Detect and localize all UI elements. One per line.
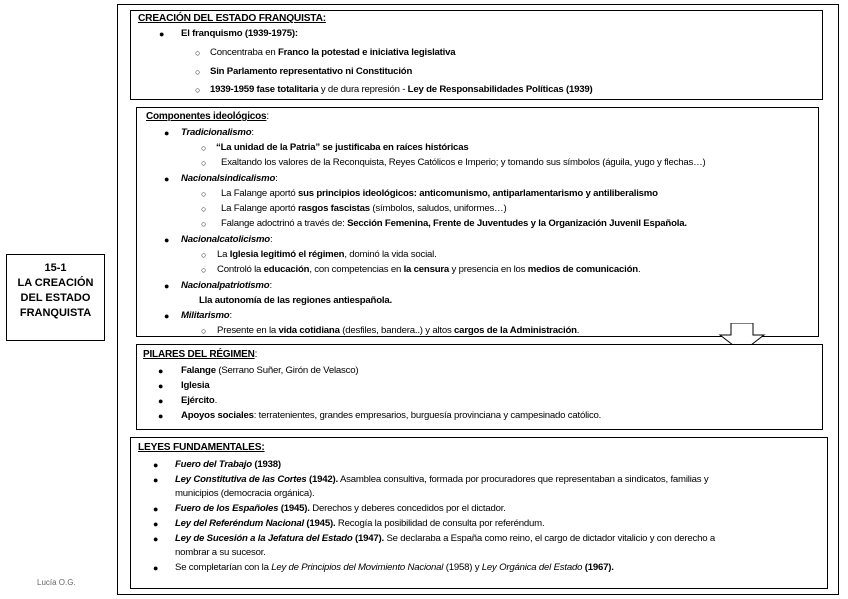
list-item: La Iglesia legitimó el régimen, dominó la vida social. (217, 249, 437, 260)
bullet-icon: ● (158, 381, 164, 391)
bullet-text: El franquismo (1939-1975): (181, 28, 298, 39)
list-item: Apoyos sociales: terratenientes, grandes empresarios, burguesía provinciana y campesinado católico. (181, 410, 602, 421)
list-item: La Falange aportó rasgos fascistas (símbolos, saludos, uniformes…) (221, 203, 507, 214)
bullet-icon: ● (158, 411, 164, 421)
section-title: PILARES DEL RÉGIMEN: (143, 349, 258, 360)
bullet-icon: ● (164, 128, 170, 138)
list-item: Iglesia (181, 380, 210, 391)
group-label: Militarismo: (181, 310, 232, 321)
bullet-icon: ● (153, 519, 159, 529)
list-item: Falange adoctrinó a través de: Sección Femenina, Frente de Juventudes y la Organización Juvenil Española. (221, 218, 687, 229)
section-leyes (130, 437, 828, 589)
bullet-icon: ● (153, 460, 159, 470)
list-item: Exaltando los valores de la Reconquista, Reyes Católicos e Imperio; y tomando sus símbolos (águila, yugo y flechas…) (221, 157, 706, 168)
list-item: Lla autonomía de las regiones antiespañola. (199, 295, 392, 306)
topic-title-line-2: DEL ESTADO (20, 292, 91, 304)
topic-title-line-3: FRANQUISTA (19, 307, 92, 319)
section-componentes (136, 107, 819, 337)
section-creacion (130, 10, 823, 100)
list-item: Concentraba en Franco la potestad e iniciativa legislativa (210, 47, 456, 58)
group-label: Nacionalpatriotismo: (181, 280, 272, 291)
section-title: CREACIÓN DEL ESTADO FRANQUISTA: (138, 13, 326, 24)
bullet-icon: ● (153, 504, 159, 514)
circle-bullet-icon: ○ (201, 265, 207, 275)
list-item: Ejército. (181, 395, 218, 406)
list-item: Ley de Sucesión a la Jefatura del Estado (1947). Se declaraba a España como reino, el cargo de dictador vitalicio y con derecho a (175, 533, 715, 544)
bullet-icon: ● (153, 475, 159, 485)
bullet-icon: ● (164, 174, 170, 184)
bullet-icon: ● (153, 563, 159, 573)
circle-bullet-icon: ○ (195, 67, 201, 77)
circle-bullet-icon: ○ (201, 189, 207, 199)
list-item: 1939-1959 fase totalitaria y de dura represión - Ley de Responsabilidades Políticas (1939) (210, 84, 593, 95)
circle-bullet-icon: ○ (201, 219, 207, 229)
bullet-icon: ● (164, 311, 170, 321)
list-item: Presente en la vida cotidiana (desfiles, bandera..) y altos cargos de la Administración. (217, 325, 580, 336)
circle-bullet-icon: ○ (201, 250, 207, 260)
circle-bullet-icon: ○ (195, 85, 201, 95)
list-item: Ley Constitutiva de las Cortes (1942). Asamblea consultiva, formada por procuradores que representaban a sindicatos, familias y (175, 474, 709, 485)
list-item-continuation: nombrar a su sucesor. (175, 547, 266, 558)
circle-bullet-icon: ○ (201, 326, 207, 336)
list-item: Sin Parlamento representativo ni Constitución (210, 66, 413, 77)
section-title: Componentes ideológicos: (146, 111, 270, 122)
group-label: Tradicionalismo: (181, 127, 254, 138)
bullet-icon: ● (159, 29, 165, 39)
list-item: La Falange aportó sus principios ideológicos: anticomunismo, antiparlamentarismo y antiliberalismo (221, 188, 658, 199)
section-title: LEYES FUNDAMENTALES: (138, 442, 265, 453)
bullet-icon: ● (158, 396, 164, 406)
group-label: Nacionalsindicalismo: (181, 173, 278, 184)
list-item: Fuero de los Españoles (1945). Derechos y deberes concedidos por el dictador. (175, 503, 506, 514)
bullet-icon: ● (153, 534, 159, 544)
topic-label-box (6, 254, 105, 341)
topic-title-line-1: LA CREACIÓN (17, 277, 94, 289)
topic-code: 15-1 (44, 262, 67, 274)
circle-bullet-icon: ○ (195, 48, 201, 58)
bullet-icon: ● (164, 235, 170, 245)
circle-bullet-icon: ○ (201, 143, 207, 153)
circle-bullet-icon: ○ (201, 158, 207, 168)
bullet-icon: ● (164, 281, 170, 291)
list-item: Se completarían con la Ley de Principios del Movimiento Nacional (1958) y Ley Orgánica del Estado (1967). (175, 562, 614, 573)
list-item: Controló la educación, con competencias en la censura y presencia en los medios de comunicación. (217, 264, 641, 275)
author-credit: Lucía O.G. (37, 578, 76, 587)
list-item: Fuero del Trabajo (1938) (175, 459, 281, 470)
list-item: “La unidad de la Patria” se justificaba en raíces históricas (216, 142, 469, 153)
list-item: Falange (Serrano Suñer, Girón de Velasco) (181, 365, 359, 376)
group-label: Nacionalcatolicismo: (181, 234, 273, 245)
circle-bullet-icon: ○ (201, 204, 207, 214)
section-pilares (136, 344, 823, 430)
list-item-continuation: municipios (democracia orgánica). (175, 488, 315, 499)
bullet-icon: ● (158, 366, 164, 376)
list-item: Ley del Referéndum Nacional (1945). Recogía la posibilidad de consulta por referéndum. (175, 518, 545, 529)
